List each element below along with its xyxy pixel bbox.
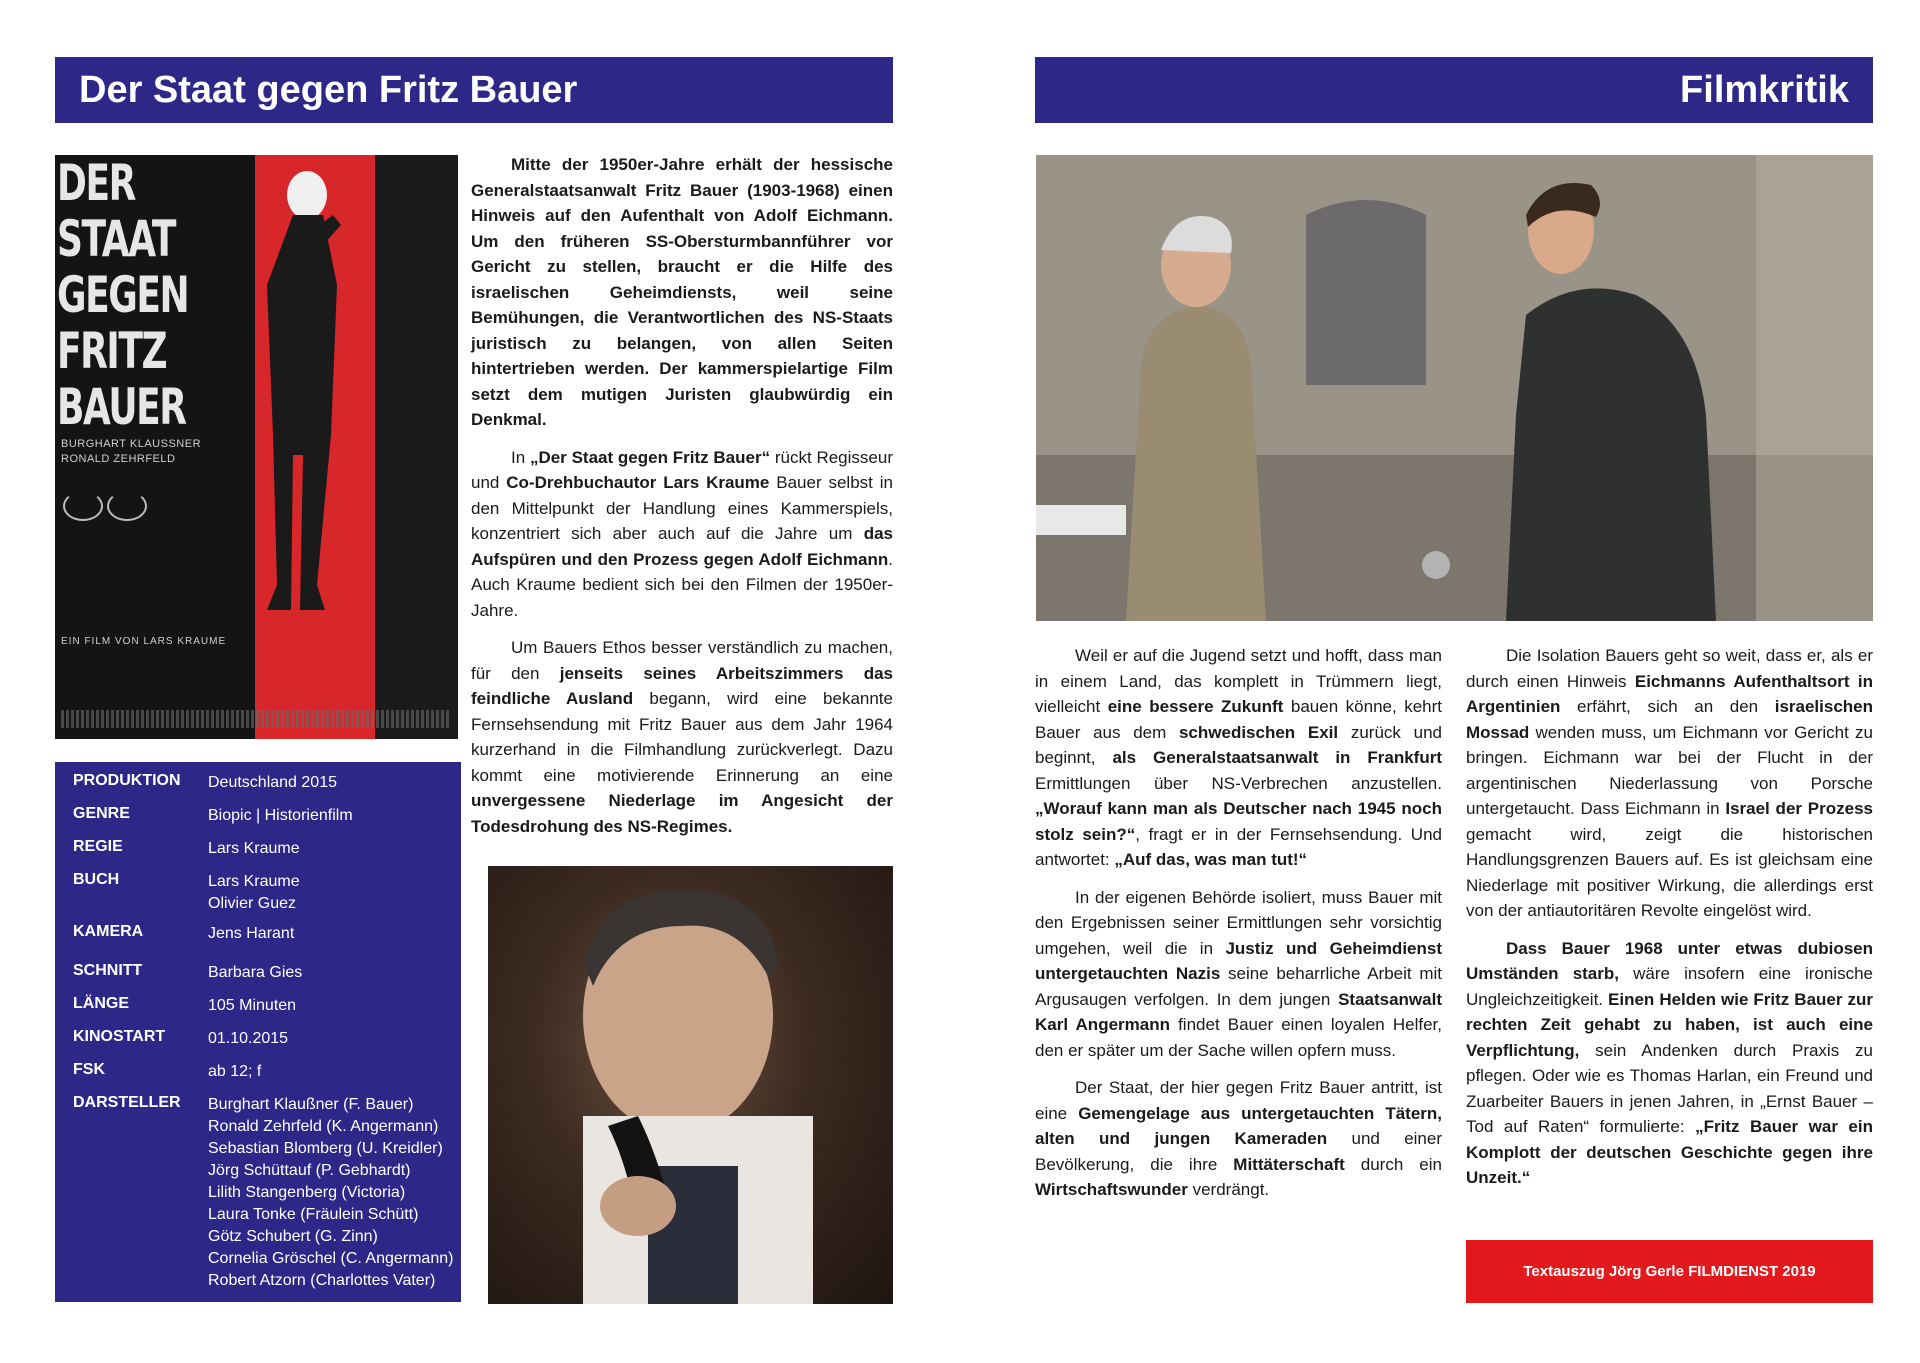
text-run: Weil er auf die Jugend setzt und hofft, dass man in einem Land, das komplett in Trümmern liegt, vielleicht	[1035, 646, 1442, 716]
text-run: bauen könne, kehrt Bauer aus dem	[1035, 697, 1443, 742]
poster-title-line: BAUER	[57, 378, 186, 436]
phone-scene-photo	[488, 866, 893, 1304]
text-run: seine beharrliche Arbeit mit Argusaugen verfolgen. In dem jungen	[1035, 964, 1442, 1009]
poster-title-line: GEGEN	[57, 266, 189, 324]
body-paragraph	[1466, 936, 1873, 1191]
text-run: wenden muss, um Eichmann vor Gericht zu bringen. Eichmann war bei der Flucht in der argentinischen Niederlassung von Porsche untergetaucht. Dass Eichmann in	[1466, 722, 1873, 818]
bold-text-run: schwedischen Exil	[1178, 722, 1339, 742]
info-value: Lars Kraume	[208, 840, 300, 857]
info-value: Jens Harant	[208, 925, 295, 942]
film-info-box	[55, 762, 461, 1302]
bold-text-run: Israel der Prozess	[1725, 799, 1873, 818]
body-paragraph	[1466, 643, 1873, 924]
bold-text-run: „Worauf kann man als Deutscher nach 1945 noch stolz sein?“	[1035, 799, 1442, 844]
text-run: begann, wird eine bekannte Fernsehsendung mit Fritz Bauer aus dem Jahr 1964 kurzerhand in die Filmhandlung zurückverlegt. Dazu kommt eine motivierende Erinnerung an eine	[471, 689, 893, 785]
info-label: PRODUKTION	[73, 772, 181, 789]
text-run: In	[511, 447, 530, 467]
text-run: gemacht wird, zeigt die historischen Handlungsgrenzen Bauers auf. Es ist gleichsam eine Niederlage mit positiver Wirkung, die allerdings erst von der antiautoritären Revolte eingelöst wird.	[1466, 824, 1873, 920]
laurel-icon	[63, 491, 103, 521]
info-value: 105 Minuten	[208, 997, 297, 1014]
source-credit-box	[1466, 1240, 1873, 1303]
info-label: GENRE	[73, 805, 130, 822]
bold-text-run: Dass Bauer 1968 unter etwas dubiosen Umständen starb,	[1466, 938, 1873, 983]
info-value: Biopic | Historienfilm	[208, 807, 353, 824]
text-run: Ermittlungen über NS-Verbrechen anzustellen.	[1035, 773, 1442, 793]
poster-cast-names	[61, 437, 201, 467]
right-text-column	[1466, 643, 1873, 1191]
text-run: Um Bauers Ethos besser verständlich zu machen, für den	[471, 638, 893, 683]
info-label: FSK	[73, 1061, 105, 1078]
bold-text-run: das Aufspüren und den Prozess gegen Adolf Eichmann	[471, 524, 893, 569]
bold-text-run: unvergessene Niederlage im Angesicht der Todesdrohung des NS-Regimes.	[471, 791, 893, 836]
poster-title-line: STAAT	[57, 210, 175, 268]
text-run: , fragt er in der Fernsehsendung. Und antwortet:	[1035, 824, 1442, 869]
phone-scene-illustration	[488, 866, 893, 1304]
body-paragraph	[1035, 885, 1442, 1064]
text-run: rückt Regisseur und	[471, 447, 893, 492]
source-credit-text: Textauszug Jörg Gerle FILMDIENST 2019	[1523, 1263, 1816, 1280]
text-run: In der eigenen Behörde isoliert, muss Bauer mit den Ergebnissen seiner Ermittlungen sehr vorsichtig umgehen, weil die in	[1035, 887, 1442, 958]
text-run: und einer Bevölkerung, die ihre	[1035, 1129, 1442, 1174]
text-run: findet Bauer einen loyalen Helfer, den er später um der Sache willen opfern muss.	[1035, 1015, 1442, 1060]
left-text-column	[471, 152, 893, 839]
body-paragraph	[1035, 643, 1442, 873]
poster-name: RONALD ZEHRFELD	[61, 453, 176, 465]
info-label: LÄNGE	[73, 995, 129, 1012]
info-row-schnitt	[55, 962, 461, 995]
bold-text-run: jenseits seines Arbeitszimmers das feindliche Ausland	[471, 663, 893, 708]
bold-text-run: „Der Staat gegen Fritz Bauer“	[529, 447, 771, 467]
poster-name: BURGHART KLAUSSNER	[61, 438, 202, 450]
poster-director: EIN FILM VON LARS KRAUME	[61, 636, 227, 647]
text-run: Der Staat, der hier gegen Fritz Bauer antritt, ist eine	[1035, 1078, 1442, 1123]
bold-text-run: als Generalstaatsanwalt in Frankfurt	[1112, 748, 1442, 767]
poster-title-line: FRITZ	[57, 322, 167, 380]
middle-text-column	[1035, 643, 1442, 1203]
info-row-kinostart	[55, 1028, 461, 1061]
right-page-title	[1035, 57, 1873, 123]
poster-title	[57, 155, 205, 435]
info-value: 01.10.2015	[208, 1030, 289, 1047]
body-paragraph	[471, 635, 893, 839]
info-row-regie	[55, 838, 461, 871]
text-run: zurück und beginnt,	[1035, 722, 1442, 767]
info-value: Deutschland 2015	[208, 774, 337, 791]
body-paragraph	[1035, 1075, 1442, 1203]
bold-text-run: „Auf das, was man tut!“	[1114, 850, 1308, 869]
info-value: Lars Kraume Olivier Guez	[208, 873, 300, 912]
street-scene-photo	[1036, 155, 1873, 621]
bold-text-run: israelischen Mossad	[1466, 697, 1873, 742]
info-row-buch	[55, 871, 461, 923]
bold-text-run: Justiz und Geheimdienst untergetauchten Nazis	[1035, 938, 1442, 983]
text-run: sein Andenken durch Praxis zu pflegen. Oder wie es Thomas Harlan, ein Freund und Zuarbeiter Bauers in jenen Jahren, in „Ernst Bauer – Tod auf Raten“ formulierte:	[1466, 1040, 1873, 1136]
bold-text-run: Einen Helden wie Fritz Bauer zur rechten Zeit gehabt zu haben, ist auch eine Verpflichtung,	[1466, 989, 1873, 1060]
info-row-kamera	[55, 923, 461, 962]
info-value: Burghart Klaußner (F. Bauer) Ronald Zehrfeld (K. Angermann) Sebastian Blomberg (U. Kreidler) Jörg Schüttauf (P. Gebhardt) Lilith Stangenberg (Victoria) Laura Tonke (Fräulein Schütt) Götz Schubert (G. Zinn) Cornelia Gröschel (C. Angermann) Robert Atzorn (Charlottes Vater)	[208, 1096, 454, 1289]
info-label: BUCH	[73, 871, 120, 888]
bold-text-run: Wirtschaftswunder	[1035, 1180, 1188, 1199]
bold-text-run: eine bessere Zukunft	[1107, 697, 1284, 716]
text-run: erfährt, sich an den	[1560, 697, 1775, 716]
bold-text-run: Gemengelage aus untergetauchten Tätern, alten und jungen Kameraden	[1035, 1103, 1442, 1148]
street-scene-illustration	[1036, 155, 1873, 621]
body-paragraph	[471, 445, 893, 624]
bold-text-run: Staatsanwalt Karl Angermann	[1035, 989, 1442, 1034]
info-row-genre	[55, 805, 461, 838]
bold-text-run: „Fritz Bauer war ein Komplott der deutschen Geschichte gegen ihre Unzeit.“	[1466, 1117, 1873, 1187]
info-label: DARSTELLER	[73, 1094, 181, 1111]
info-row-darsteller	[55, 1094, 461, 1292]
text-run: verdrängt.	[1187, 1180, 1270, 1199]
info-value: Barbara Gies	[208, 964, 303, 981]
poster-title-line: DER	[57, 155, 135, 212]
info-value: ab 12; f	[208, 1063, 262, 1080]
info-label: KINOSTART	[73, 1028, 166, 1045]
bold-text-run: Co-Drehbuchautor Lars Kraume	[506, 473, 770, 492]
text-run: Bauer selbst in den Mittelpunkt der Handlung eines Kammerspiels, konzentriert sich aber auch auf die Jahre um	[471, 473, 893, 543]
info-row-fsk	[55, 1061, 461, 1094]
left-page-title-text: Der Staat gegen Fritz Bauer	[79, 68, 578, 111]
left-page-title	[55, 57, 893, 123]
text-run: wäre insofern eine ironische Ungleichzeitigkeit.	[1466, 964, 1873, 1009]
bold-text-run: Eichmanns Aufenthaltsort in Argentinien	[1466, 671, 1874, 716]
right-page-title-text: Filmkritik	[1680, 68, 1849, 111]
info-label: KAMERA	[73, 923, 144, 940]
info-label: SCHNITT	[73, 962, 143, 979]
poster-billing-block	[61, 710, 451, 728]
text-run: . Auch Kraume bedient sich bei den Filmen der 1950er-Jahre.	[471, 549, 893, 620]
text-run: durch ein	[1344, 1154, 1442, 1174]
laurel-icon	[107, 491, 147, 521]
bold-text-run: Mittäterschaft	[1233, 1154, 1345, 1174]
movie-poster	[55, 155, 458, 739]
info-row-laenge	[55, 995, 461, 1028]
text-run: Die Isolation Bauers geht so weit, dass er, als er durch einen Hinweis	[1466, 646, 1873, 691]
intro-paragraph: Mitte der 1950er-Jahre erhält der hessische Generalstaatsanwalt Fritz Bauer (1903-1968) einen Hinweis auf den Aufenthalt von Adolf Eichmann. Um den früheren SS-Obersturmbannführer vor Gericht zu stellen, braucht er die Hilfe des israelischen Geheimdiensts, weil seine Bemühungen, die Verantwortlichen des NS-Staats juristisch zu belangen, von allen Seiten hintertrieben werden. Der kammerspielartige Film setzt dem mutigen Juristen glaubwürdig ein Denkmal.	[471, 155, 893, 429]
info-row-produktion	[55, 772, 461, 805]
info-label: REGIE	[73, 838, 123, 855]
